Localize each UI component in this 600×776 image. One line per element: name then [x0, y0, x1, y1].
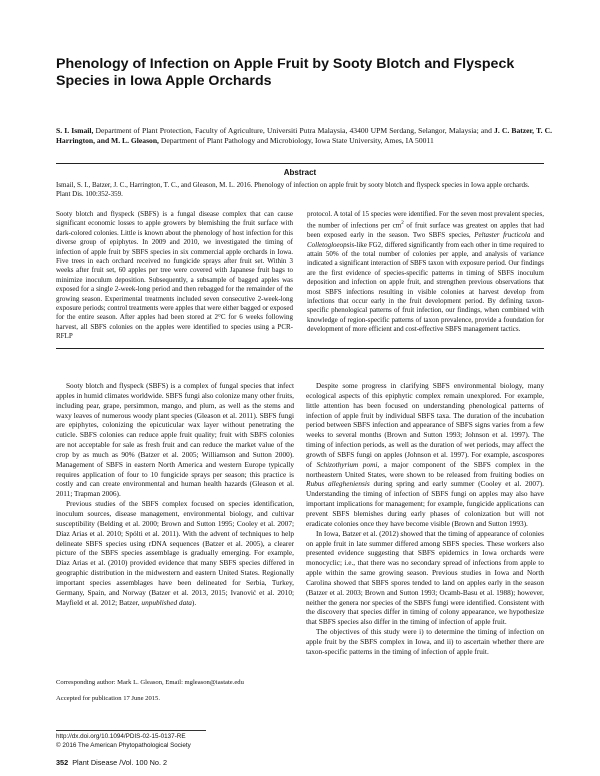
footnote-rule [56, 730, 206, 731]
corresponding-author: Corresponding author: Mark L. Gleason, Email: mgleason@iastate.edu [56, 679, 244, 686]
author-affiliations [56, 126, 552, 146]
abstract-text-right: protocol. A total of 15 species were identified. For the seven most prevalent species, the number of infections per $cm^2$ of fruit surface was greatest on apples that had been exposed early in the season. Two SBFS species, Peltaster fructicola and Colletogloeopsis-like FG2, differed significantly from each other in time required to attain 50% of the total number of colonies per apple, and analysis of variance indicated a significant interaction of SBFS taxon with exposure period. Our findings are the first evidence of species-specific patterns in timing of SBFS inoculum deposition and infection on apple fruit, and strengthen previous observations that most SBFS infections resulting in visible colonies at harvest develop from infections that occur early in the fruit development period. By defining taxon-specific phenological patterns of fruit infection, our findings, when combined with knowledge of region-specific patterns of taxon prevalence, provide a foundation for development of more efficient and cost-effective SBFS management tactics. [307, 210, 545, 334]
accepted-date: Accepted for publication 17 June 2015. [56, 695, 161, 702]
body-paragraph-5: The objectives of this study were i) to determine the timing of infection on apple fruit by the SBFS complex in Iowa, and ii) to ascertain whether there are taxon-specific patterns in the timing of infection of apple fruit. [306, 627, 544, 656]
abstract-right-column [307, 210, 544, 335]
abstract-top-rule [56, 163, 544, 164]
abstract-citation: Ismail, S. I., Batzer, J. C., Harrington, T. C., and Gleason, M. L. 2016. Phenology of infection on apple fruit by sooty blotch and flyspeck species in Iowa apple orchards. Plant Dis. 100:352-359. [56, 181, 530, 199]
abstract-bottom-rule [56, 348, 544, 349]
affiliation-1: Department of Plant Protection, Faculty of Agriculture, Universiti Putra Malaysia, 43400 UPM Serdang, Selangor, Malaysia; and [93, 126, 495, 135]
doi-link[interactable]: http://dx.doi.org/10.1094/PDIS-02-15-0137-RE [56, 733, 186, 740]
intro-paragraph-2: Previous studies of the SBFS complex focused on species identification, inoculum sources, disease management, environmental biology, and cultivar susceptibility (Belding et al. 2000; Brown and Sutton 1995; Cooley et al. 2007; Díaz Arias et al. 2010; Spólti et al. 2011). With the advent of techniques to help delineate SBFS species using rDNA sequences (Batzer et al. 2005), a clearer picture of the SBFS species assemblage is gradually emerging. For example, Díaz Arias et al. (2010) provided evidence that many SBFS species differed in geographic distribution in the midwestern and eastern United States. Regionally important species assemblages have been delineated for Serbia, Turkey, Germany, Spain, and Norway (Batzer et al. 2013, 2015; Ivanović et al. 2010; Mayfield et al. 2012; Batzer, unpublished data). [56, 499, 294, 607]
affiliation-2: Department of Plant Pathology and Microbiology, Iowa State University, Ames, IA 50011 [158, 136, 434, 145]
author-names-1: S. I. Ismail, [56, 126, 94, 135]
abstract-text-left: Sooty blotch and flyspeck (SBFS) is a fungal disease complex that can cause significant economic losses to apple growers by blemishing the fruit surface with dark-colored colonies. Little is known about the phenology of host infection for this diverse group of epiphytes. In 2009 and 2010, we investigated the timing of infection of apple fruit by SBFS species in six commercial apple orchards in Iowa. Five trees in each orchard received no fungicide sprays after fruit set. Within 3 weeks after fruit set, 60 apples per tree were covered with Japanese fruit bags to minimize inoculum deposition. Subsequently, a subsample of bagged apples was exposed for a single 2-week-long period and then rebagged for the remainder of the growing season. Experimental treatments included seven consecutive 2-week-long exposure periods; control treatments were apples that were either bagged or exposed for the entire season. After apples had been stored at 2°C for 6 weeks following harvest, all SBFS colonies on the apples were identified to species using a PCR-RFLP [56, 210, 293, 341]
journal-issue: Plant Disease /Vol. 100 No. 2 [72, 758, 168, 767]
article-title: Phenology of Infection on Apple Fruit by Sooty Blotch and Flyspeck Species in Iowa Apple Orchards [56, 56, 515, 89]
body-left-column [56, 381, 294, 607]
body-paragraph-3: Despite some progress in clarifying SBFS environmental biology, many ecological aspects of this epiphytic complex remain unexplored. For example, little attention has been focused on understanding phenological patterns of infection of apple fruit by individual SBFS taxa. The duration of the incubation period between SBFS infection and appearance of SBFS signs varies from a few weeks to several months (Brown and Sutton 1993; Johnson et al. 1997). The timing of infection periods, as well as the duration of wet periods, may affect the growth of SBFS fungi on apples (Johnson et al. 1997). For example, ascospores of Schizothyrium pomi, a major component of the SBFS complex in the northeastern United States, were shown to be released from fruiting bodies on Rubus allegheniensis during spring and early summer (Cooley et al. 2007). Understanding the timing of infection of SBFS fungi on apples may also have important implications for management; for example, fungicide applications can prevent SBFS blemishes during early phases of colonization but will not eradicate colonies once they have become visible (Brown and Sutton 1993). [306, 381, 544, 528]
page-number: 352 [56, 758, 69, 767]
abstract-heading: Abstract [283, 168, 317, 177]
page-folio [56, 758, 167, 767]
author-names-2: J. C. Batzer, T. C. Harrington, and M. L. Gleason, [56, 126, 552, 145]
intro-paragraph-1: Sooty blotch and flyspeck (SBFS) is a complex of fungal species that infect apples in humid climates worldwide. SBFS fungi also colonize many other fruits, including pear, grape, persimmon, mango, and plum, as well as the stems and waxy leaves of numerous woody plant species (Gleason et al. 2011). SBFS fungi are epiphytes, colonizing the epicuticular wax layer without penetrating the cuticle. SBFS colonies can reduce apple fruit quality; fruit with SBFS colonies are not acceptable for sale as fresh fruit and can reduce the market value of the crop by as much as 90% (Batzer et al. 2005; Williamson and Sutton 2000). Management of SBFS in eastern North America and western Europe typically requires application of four to 10 fungicide sprays per season; this practice is costly and can create environmental and human health hazards (Gleason et al. 2011; Trapman 2006). [56, 381, 294, 499]
body-paragraph-4: In Iowa, Batzer et al. (2012) showed that the timing of appearance of colonies on apple fruit in late summer differed among SBFS species. These workers also presented evidence suggesting that SBFS epidemics in Iowa orchards were monocyclic; i.e., that there was no secondary spread of infections from apple to apple within the same growing season. Previous studies in Iowa and North Carolina showed that SBFS spores tended to land on apples early in the season (Batzer et al. 2003; Brown and Sutton 1993; Ocamb-Basu et al. 1988); however, neither the genera nor species of the SBFS fungi were identified. Consistent with the discovery that species differ in timing of colony appearance, we hypothesize that SBFS species also differ in the timing of infection of apple fruit. [306, 528, 544, 627]
doi-copyright [56, 733, 191, 750]
abstract-left-column [56, 210, 293, 342]
body-right-column [306, 381, 544, 657]
copyright: © 2016 The American Phytopathological Society [56, 741, 191, 749]
